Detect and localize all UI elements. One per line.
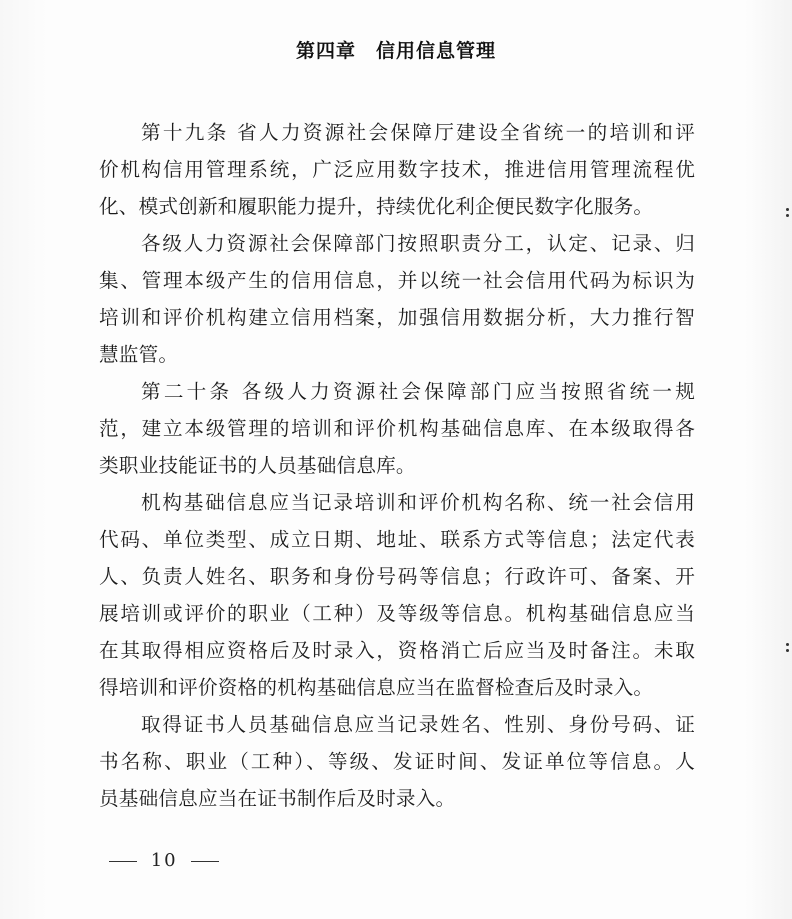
scan-marks-top	[784, 205, 792, 217]
text-line: 价机构信用管理系统，广泛应用数字技术，推进信用管理流程优	[99, 158, 695, 181]
document-body	[99, 114, 695, 817]
text-line: 慧监管。	[99, 343, 179, 366]
text-line: 化、模式创新和履职能力提升，持续优化利企便民数字化服务。	[99, 195, 654, 218]
text-line: 第二十条 各级人力资源社会保障部门应当按照省统一规	[141, 380, 695, 403]
footer-dash-right	[191, 861, 219, 862]
text-line: 培训和评价机构建立信用档案，加强信用数据分析，大力推行智	[99, 306, 695, 329]
text-line: 第十九条 省人力资源社会保障厅建设全省统一的培训和评	[141, 121, 695, 144]
chapter-title: 第四章 信用信息管理	[295, 40, 496, 62]
text-line: 集、管理本级产生的信用信息，并以统一社会信用代码为标识为	[99, 269, 695, 292]
text-line: 得培训和评价资格的机构基础信息应当在监督检查后及时录入。	[99, 676, 654, 699]
page-number: 10	[150, 850, 178, 871]
text-line: 取得证书人员基础信息应当记录姓名、性别、身份号码、证	[141, 713, 695, 736]
text-line: 各级人力资源社会保障部门按照职责分工，认定、记录、归	[141, 232, 695, 255]
text-line: 类职业技能证书的人员基础信息库。	[99, 454, 416, 477]
text-line: 人、负责人姓名、职务和身份号码等信息；行政许可、备案、开	[99, 565, 695, 588]
text-line: 机构基础信息应当记录培训和评价机构名称、统一社会信用	[141, 491, 695, 514]
footer-dash-left	[109, 861, 137, 862]
text-line: 员基础信息应当在证书制作后及时录入。	[99, 787, 456, 810]
text-line: 展培训或评价的职业（工种）及等级等信息。机构基础信息应当	[99, 602, 695, 625]
text-line: 在其取得相应资格后及时录入，资格消亡后应当及时备注。未取	[99, 639, 695, 662]
text-line: 代码、单位类型、成立日期、地址、联系方式等信息；法定代表	[99, 528, 695, 551]
text-line: 书名称、职业（工种）、等级、发证时间、发证单位等信息。人	[99, 750, 695, 773]
text-line: 范，建立本级管理的培训和评价机构基础信息库、在本级取得各	[99, 417, 695, 440]
scan-marks-bottom	[784, 640, 792, 652]
page-footer	[103, 850, 225, 871]
